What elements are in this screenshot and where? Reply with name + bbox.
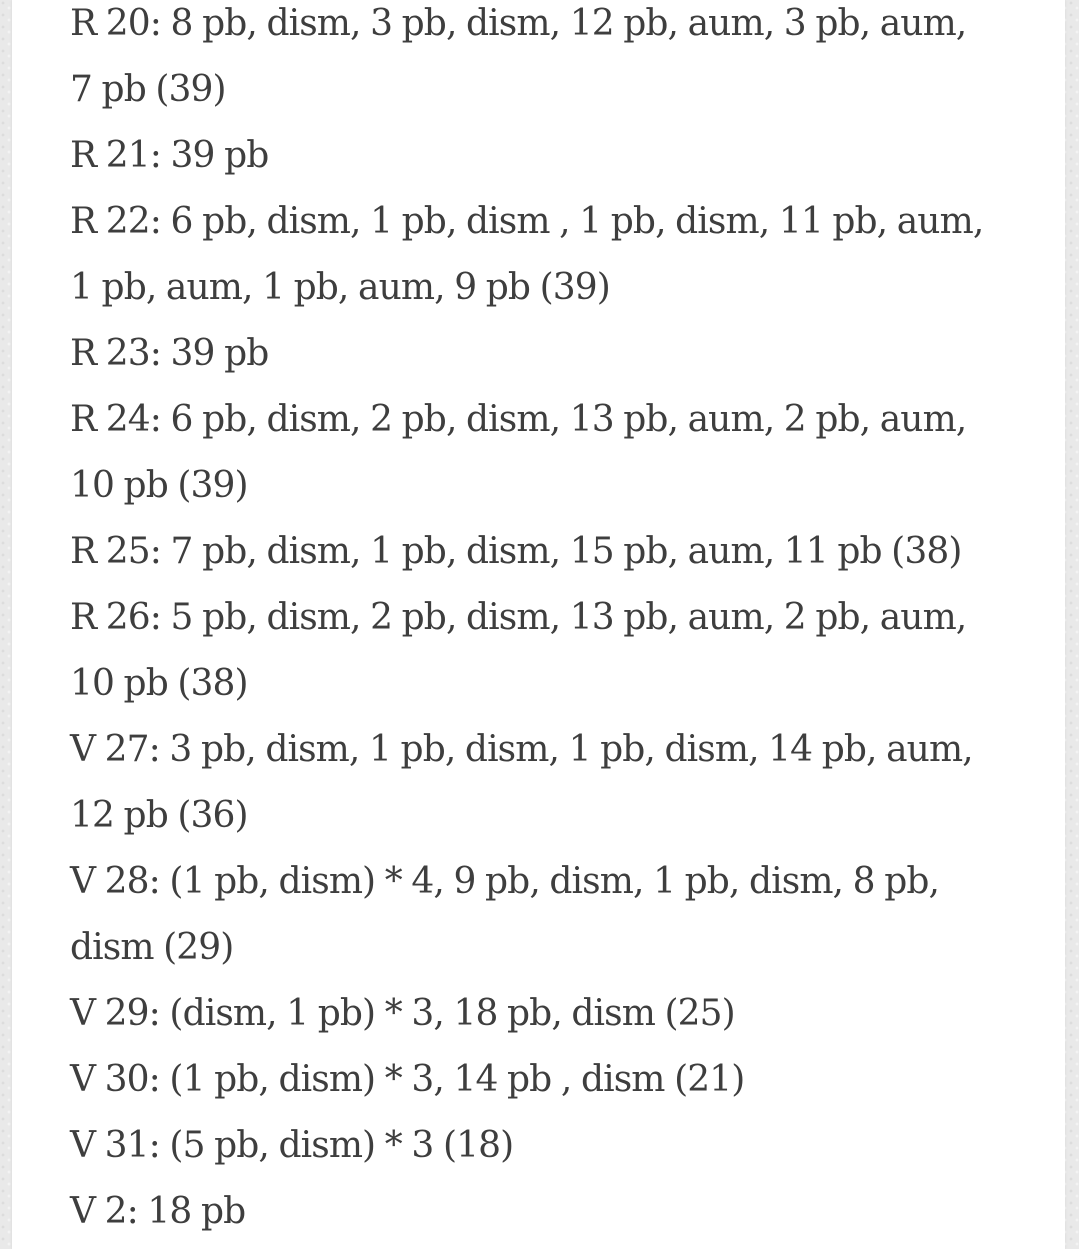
row-v30: V 30: (1 pb, dism) * 3, 14 pb , dism (21) — [70, 1059, 745, 1100]
page-panel — [12, 0, 1065, 1249]
row-v29: V 29: (dism, 1 pb) * 3, 18 pb, dism (25) — [70, 993, 735, 1034]
row-r22: R 22: 6 pb, dism, 1 pb, dism , 1 pb, dism, 11 pb, aum, 1 pb, aum, 1 pb, aum, 9 pb (39) — [70, 201, 984, 308]
row-v2: V 2: 18 pb — [70, 1191, 246, 1232]
row-v28: V 28: (1 pb, dism) * 4, 9 pb, dism, 1 pb, dism, 8 pb, dism (29) — [70, 861, 940, 968]
row-r25: R 25: 7 pb, dism, 1 pb, dism, 15 pb, aum, 11 pb (38) — [70, 531, 962, 572]
row-v27: V 27: 3 pb, dism, 1 pb, dism, 1 pb, dism, 14 pb, aum, 12 pb (36) — [70, 729, 973, 836]
row-r23: R 23: 39 pb — [70, 333, 269, 374]
row-r26: R 26: 5 pb, dism, 2 pb, dism, 13 pb, aum, 2 pb, aum, 10 pb (38) — [70, 597, 967, 704]
row-r24: R 24: 6 pb, dism, 2 pb, dism, 13 pb, aum, 2 pb, aum, 10 pb (39) — [70, 399, 967, 506]
row-r20: R 20: 8 pb, dism, 3 pb, dism, 12 pb, aum, 3 pb, aum, 7 pb (39) — [70, 3, 967, 110]
pattern-rows-list — [70, 0, 1060, 1245]
row-r21: R 21: 39 pb — [70, 135, 269, 176]
row-v31: V 31: (5 pb, dism) * 3 (18) — [70, 1125, 514, 1166]
